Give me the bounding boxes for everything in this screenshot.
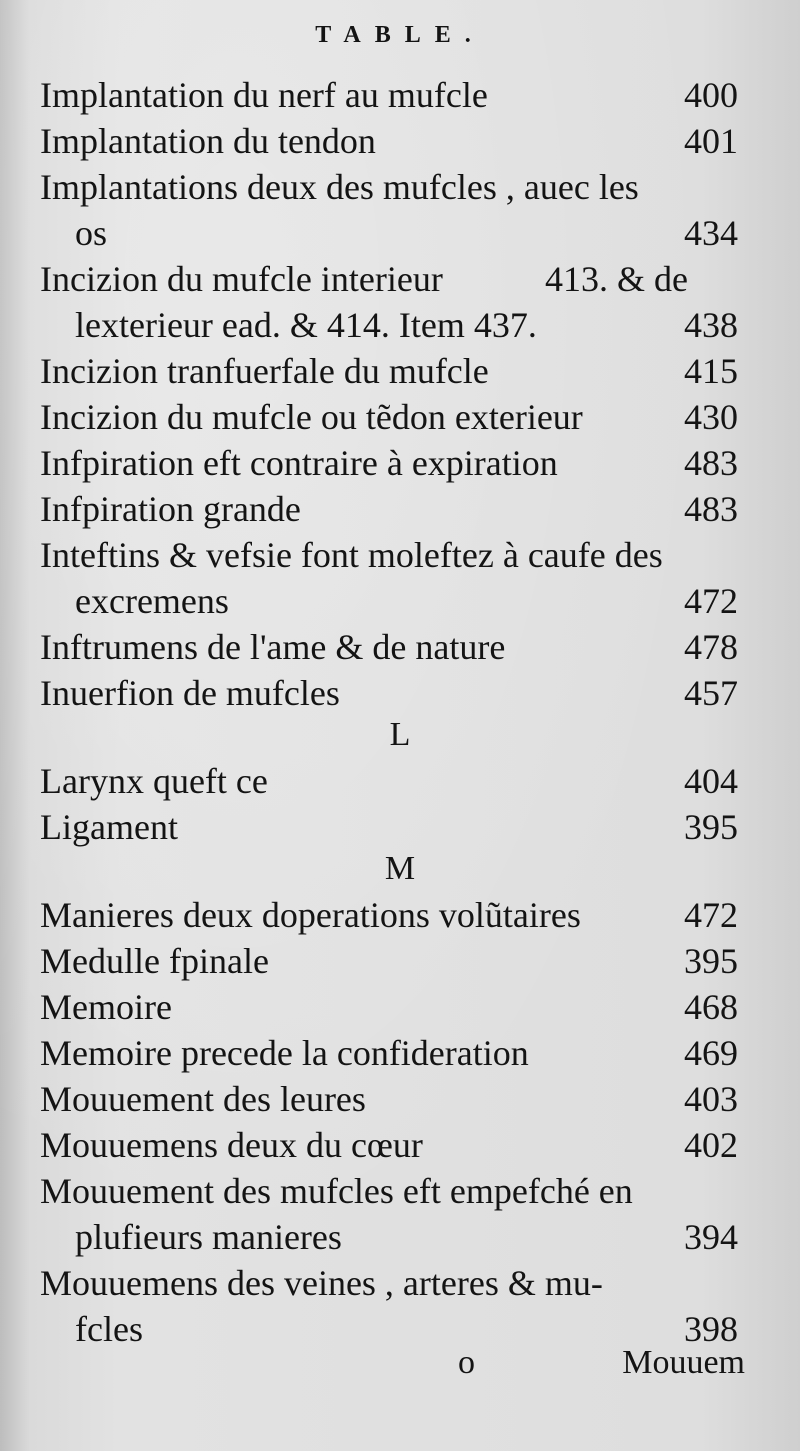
index-entry: Implantation du nerf au mufcle 400 (40, 75, 738, 115)
index-entry: Incizion tranfuerfale du mufcle 415 (40, 351, 738, 391)
index-entry: Memoire 468 (40, 987, 738, 1027)
index-entry-continuation: lexterieur ead. & 414. Item 437. 438 (75, 305, 738, 345)
index-entry: Inftrumens de l'ame & de nature 478 (40, 627, 738, 667)
index-entry: Mouuement des leures 403 (40, 1079, 738, 1119)
signature-mark: o (458, 1344, 475, 1381)
index-entry: Implantations deux des mufcles , auec les (40, 167, 639, 207)
index-entry: Manieres deux doperations volũtaires 472 (40, 895, 738, 935)
index-entry: Mouuemens des veines , arteres & mu- (40, 1263, 603, 1303)
index-entry: Implantation du tendon 401 (40, 121, 738, 161)
index-entry: Ligament 395 (40, 807, 738, 847)
index-entry-continuation: fcles 398 (75, 1309, 738, 1349)
section-letter-m: M (384, 850, 416, 887)
catchword: Mouuem (622, 1344, 745, 1381)
running-head: TABLE. (315, 22, 485, 48)
index-entry: Inuerfion de mufcles 457 (40, 673, 738, 713)
index-entry: Incizion du mufcle ou tẽdon exterieur 430 (40, 397, 738, 437)
index-entry: Larynx queft ce 404 (40, 761, 738, 801)
index-entry: Medulle fpinale 395 (40, 941, 738, 981)
index-entry: Infpiration grande 483 (40, 489, 738, 529)
index-entry: Incizion du mufcle interieur 413. & de (40, 259, 688, 299)
section-letter-l: L (389, 716, 411, 753)
index-entry: Infpiration eft contraire à expiration 483 (40, 443, 738, 483)
index-entry-continuation: excremens 472 (75, 581, 738, 621)
index-entry: Inteftins & vefsie font moleftez à caufe des (40, 535, 663, 575)
index-entry: Mouuemens deux du cœur 402 (40, 1125, 738, 1165)
index-entry-continuation: os 434 (75, 213, 738, 253)
index-entry: Mouuement des mufcles eft empefché en (40, 1171, 633, 1211)
index-entry: Memoire precede la confideration 469 (40, 1033, 738, 1073)
index-entry-continuation: plufieurs manieres 394 (75, 1217, 738, 1257)
